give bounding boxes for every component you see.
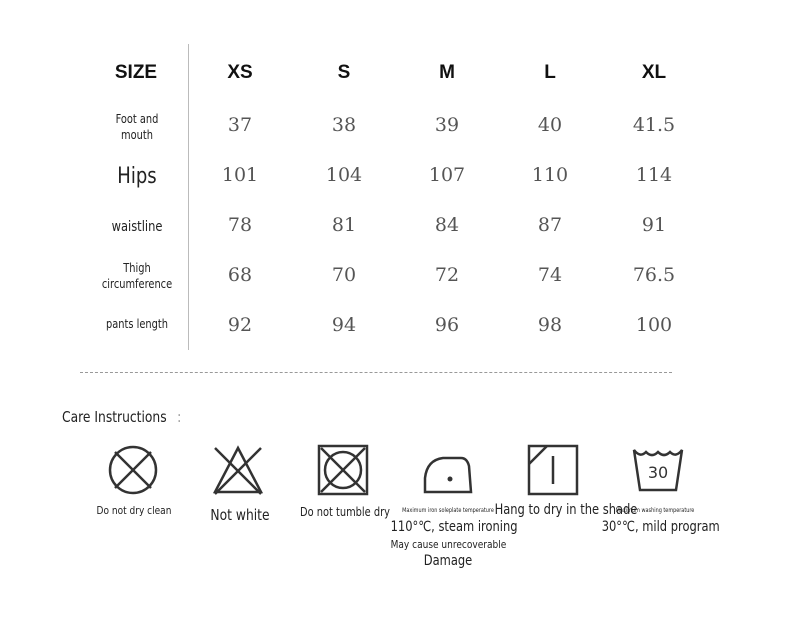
size-l: L: [544, 62, 556, 83]
no-bleach-icon: [211, 444, 265, 496]
size-value-cell: 114: [635, 164, 673, 186]
row-label-thigh: Thigh circumference: [101, 261, 173, 291]
care-label-no-tumble: Do not tumble dry: [300, 505, 390, 519]
size-value-cell: 72: [434, 264, 460, 286]
size-value-cell: 74: [537, 264, 563, 286]
wash-temp-text: 30: [647, 463, 669, 482]
iron-temp-note: Maximum iron soleplate temperature: [402, 507, 494, 514]
size-header: SIZE: [114, 62, 158, 83]
size-value-cell: 78: [227, 214, 253, 236]
dashed-separator: [80, 372, 672, 373]
line-dry-shade-icon: [527, 444, 579, 496]
size-xs: XS: [227, 62, 253, 83]
row-label-length: pants length: [105, 317, 168, 331]
size-value-cell: 101: [221, 164, 259, 186]
size-value-cell: 68: [227, 264, 253, 286]
iron-warning-damage: Damage: [423, 553, 473, 569]
size-value-cell: 40: [537, 114, 563, 136]
size-value-cell: 41.5: [632, 114, 676, 136]
wash-30-icon: [632, 446, 684, 494]
care-title: [62, 408, 181, 426]
size-value-cell: 107: [428, 164, 466, 186]
size-value-cell: 96: [434, 314, 460, 336]
size-value-cell: 37: [227, 114, 253, 136]
care-title-text: Care Instructions: [62, 408, 167, 426]
no-tumble-dry-icon: [317, 444, 369, 496]
size-value-cell: 81: [331, 214, 357, 236]
size-value-cell: 70: [331, 264, 357, 286]
size-value-cell: 92: [227, 314, 253, 336]
no-dry-clean-icon: [107, 444, 159, 496]
row-label-hips: Hips: [117, 164, 157, 189]
size-value-cell: 104: [325, 164, 363, 186]
size-value-cell: 91: [641, 214, 667, 236]
care-label-no-dry-clean: Do not dry clean: [96, 504, 172, 517]
iron-icon: [421, 446, 475, 496]
care-label-iron: 110°℃, steam ironing: [390, 519, 518, 535]
size-value-cell: 39: [434, 114, 460, 136]
size-value-cell: 76.5: [632, 264, 676, 286]
size-value-cell: 98: [537, 314, 563, 336]
size-value-cell: 110: [531, 164, 569, 186]
size-value-cell: 84: [434, 214, 460, 236]
column-divider: [188, 44, 189, 350]
size-xl: XL: [641, 62, 667, 83]
wash-temp-note: Maximum washing temperature: [615, 507, 695, 514]
size-value-cell: 38: [331, 114, 357, 136]
size-m: M: [439, 62, 455, 83]
size-s: S: [337, 62, 351, 83]
row-label-waist: waistline: [111, 219, 163, 235]
care-separator: :: [177, 408, 182, 426]
care-label-line-dry: Hang to dry in the shade: [494, 502, 638, 518]
size-value-cell: 100: [635, 314, 673, 336]
row-label-foot: Foot and mouth: [115, 112, 159, 142]
care-label-not-white: Not white: [210, 506, 270, 524]
size-value-cell: 94: [331, 314, 357, 336]
size-value-cell: 87: [537, 214, 563, 236]
iron-warning: May cause unrecoverable: [390, 538, 507, 551]
care-label-wash: 30°℃, mild program: [601, 519, 720, 535]
